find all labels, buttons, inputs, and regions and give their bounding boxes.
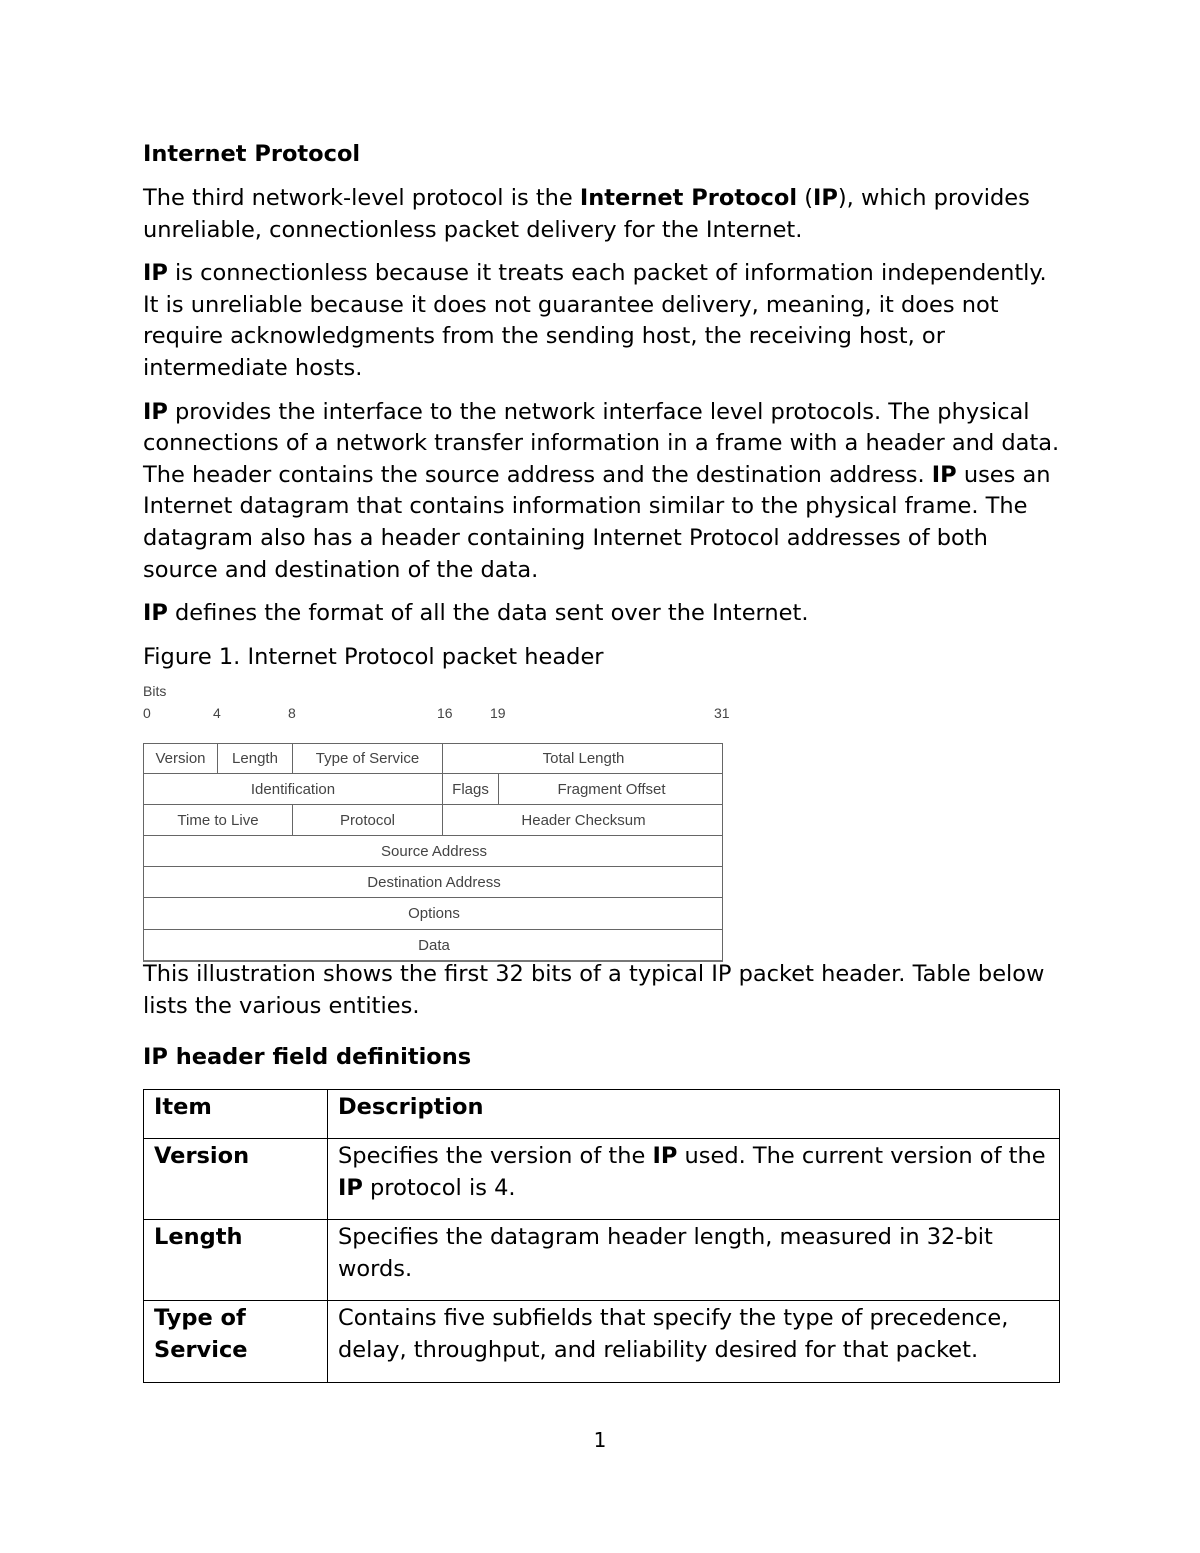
field-options: Options: [408, 905, 460, 923]
field-type-of-service: Type of Service: [293, 744, 443, 773]
row-desc-type-of-service: Contains five subfields that specify the type of precedence, delay, throughput, and reliability desired for that packet.: [328, 1301, 1060, 1382]
field-flags: Flags: [443, 774, 499, 804]
bit-tick-31: 31: [714, 705, 730, 722]
field-time-to-live: Time to Live: [144, 805, 293, 835]
paragraph-illustration: This illustration shows the first 32 bits of a typical IP packet header. Table below lists the various entities.: [143, 961, 1045, 1019]
bit-tick-0: 0: [143, 705, 151, 722]
bit-tick-8: 8: [288, 705, 296, 722]
column-header-description: Description: [328, 1089, 1060, 1139]
row-item-length: Length: [144, 1220, 328, 1301]
paragraph-connectionless: IP is connectionless because it treats each packet of information independently. It is unreliable because it does not guarantee delivery, meaning, it does not require acknowledgments from the sending host, the receiving host, or intermediate hosts.: [143, 260, 1047, 381]
field-length: Length: [218, 744, 293, 773]
row-item-version: Version: [144, 1139, 328, 1220]
paragraph-format: IP defines the format of all the data sent over the Internet.: [143, 600, 809, 627]
page-number: 1: [593, 1428, 607, 1452]
ip-header-diagram: [143, 679, 743, 954]
table-header-row: [144, 1089, 1060, 1139]
row-desc-length: Specifies the datagram header length, measured in 32-bit words.: [328, 1220, 1060, 1301]
bits-label: Bits: [143, 683, 167, 700]
paragraph-intro: The third network-level protocol is the Internet Protocol (IP), which provides unreliable, connectionless packet delivery for the Internet.: [143, 185, 1030, 243]
column-header-item: Item: [144, 1089, 328, 1139]
field-source-address: Source Address: [381, 842, 487, 860]
header-row-7: [143, 930, 723, 962]
table-row: [144, 1301, 1060, 1382]
field-fragment-offset: Fragment Offset: [557, 780, 666, 798]
field-identification: Identification: [144, 774, 443, 804]
field-data: Data: [418, 936, 450, 954]
table-row: [144, 1139, 1060, 1220]
paragraph-interface: IP provides the interface to the network interface level protocols. The physical connections of a network transfer information in a frame with a header and data. The header contains the source address and the destination address. IP uses an Internet datagram that contains information similar to the physical frame. The datagram also has a header containing Internet Protocol addresses of both source and destination of the data.: [143, 398, 1060, 583]
header-row-2: [143, 774, 723, 805]
field-protocol: Protocol: [293, 805, 443, 835]
field-version: Version: [144, 744, 218, 773]
header-row-4: [143, 836, 723, 867]
bit-tick-16: 16: [437, 705, 453, 722]
table-row: [144, 1220, 1060, 1301]
field-header-checksum: Header Checksum: [521, 811, 646, 829]
header-row-1: [143, 743, 723, 774]
definitions-table: [143, 1089, 1060, 1383]
bit-tick-4: 4: [213, 705, 221, 722]
figure-caption: Figure 1. Internet Protocol packet header: [143, 643, 604, 670]
row-desc-version: Specifies the version of the IP used. The current version of the IP protocol is 4.: [328, 1139, 1060, 1220]
header-row-5: [143, 867, 723, 898]
header-row-3: [143, 805, 723, 836]
header-grid: [143, 743, 723, 962]
bit-tick-19: 19: [490, 705, 506, 722]
page-title: Internet Protocol: [143, 141, 361, 167]
row-item-type-of-service: Type of Service: [144, 1301, 328, 1382]
table-title: IP header field definitions: [143, 1043, 472, 1070]
field-destination-address: Destination Address: [367, 873, 501, 891]
header-row-6: [143, 898, 723, 930]
document-page: [143, 137, 1063, 1383]
field-total-length: Total Length: [542, 750, 625, 768]
